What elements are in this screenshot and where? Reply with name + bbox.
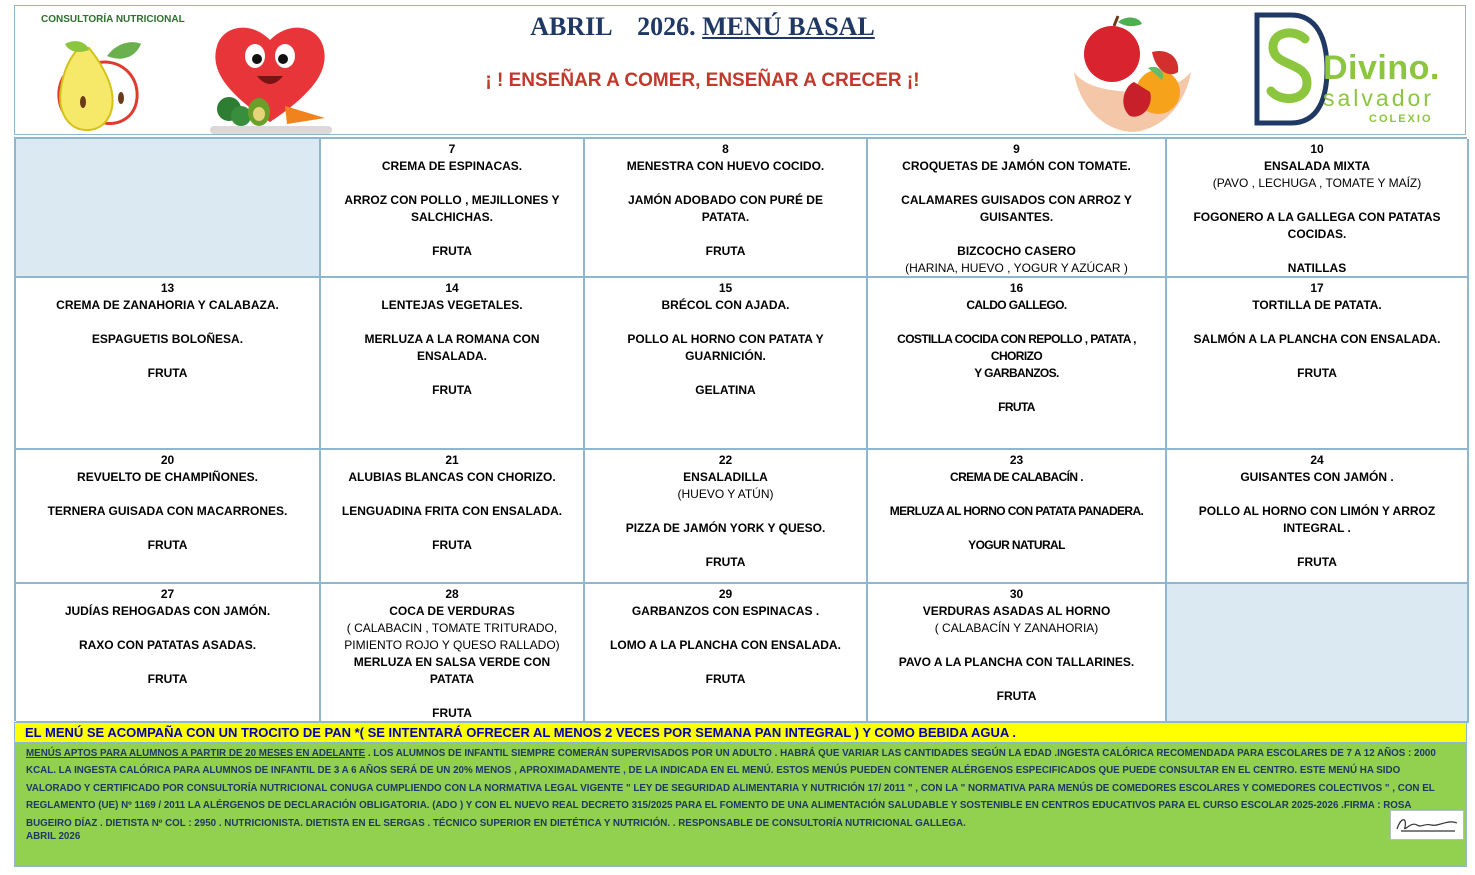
spacer [1175, 486, 1459, 503]
day-number: 17 [1310, 281, 1324, 295]
dish: FRUTA [147, 538, 188, 552]
dish: Y GARBANZOS. [974, 366, 1059, 380]
spacer [24, 520, 311, 537]
dish: GUISANTES CON JAMÓN . [1240, 470, 1394, 484]
dish: FRUTA [432, 706, 472, 720]
day-number: 15 [718, 281, 733, 295]
empty-day-cell [16, 139, 321, 278]
school-logo [1251, 11, 1473, 131]
spacer [1175, 243, 1459, 260]
dish: CROQUETAS DE JAMÓN CON TOMATE. [902, 159, 1131, 173]
fruit-hands-icon [1070, 12, 1195, 134]
dish: GUISANTES. [979, 210, 1054, 224]
spacer [593, 654, 858, 671]
dish: MENESTRA CON HUEVO COCIDO. [626, 159, 825, 173]
spacer [24, 620, 311, 637]
legal-age-note: MENÚS APTOS PARA ALUMNOS A PARTIR DE 20 MESES EN ADELANTE [26, 748, 366, 759]
dish: TORTILLA DE PATATA. [1252, 298, 1382, 312]
spacer [876, 671, 1157, 688]
spacer [876, 486, 1157, 503]
spacer [593, 620, 858, 637]
day-cell-7 [321, 139, 585, 278]
spacer [876, 226, 1157, 243]
dish: COCA DE VERDURAS [389, 604, 515, 618]
dish: MERLUZA A LA ROMANA CON [364, 332, 540, 346]
ingredients-note: (PAVO , LECHUGA , TOMATE Y MAÍZ) [1212, 176, 1422, 190]
dish: FRUTA [998, 400, 1035, 414]
dish: REVUELTO DE CHAMPIÑONES. [77, 470, 258, 484]
dish: FRUTA [1297, 555, 1337, 569]
legal-text: . LOS ALUMNOS DE INFANTIL SIEMPRE COMERÁN SUPERVISADOS POR UN ADULTO . HABRÁ QUE VARIAR LAS CANTIDADES SEGÚN LA EDAD .INGESTA CALÓRICA RECOMENDADA PARA ESCOLARES DE 7 A 12 AÑOS : 2000 KCAL. LA INGESTA CALÓRICA PARA ALUMNOS DE INFANTIL DE 3 A 6 AÑOS SERÁ DE UN 20% MENOS , APROXIMADAMENTE , DE LA INDICADA EN EL MENÚ. ESTOS MENÚS PUEDEN CONTENER ALÉRGENOS ESPECIFICADOS QUE PUEDE CONSULTAR EN EL CENTRO. ESTE MENÚ HA SIDO VALORADO Y CERTIFICADO POR CONSULTORÍA NUTRICIONAL CONUGA CUMPLIENDO CON LA NORMATIVA LEGAL VIGENTE " LEY DE SEGURIDAD ALIMENTARIA Y NUTRICIÓN 17/ 2011 " , CON LA " NORMATIVA PARA MENÚS DE COMEDORES ESCOLARES Y COMEDORES COLECTIVOS " , CON EL REGLAMENTO (UE) Nº 1169 / 2011 LA ALÉRGENOS DE DECLARACIÓN OBLIGATORIA. (ADO ) Y CON EL NUEVO REAL DECRETO 315/2025 PARA EL FOMENTO DE UNA ALIMENTACIÓN SALUDABLE Y SOSTENIBLE EN CENTROS EDUCATIVOS PARA EL CURSO ESCOLAR 2025-2026 .FIRMA : ROSA BUGEIRO DÍAZ . DIETISTA Nº COL : 2950 . NUTRICIONISTA. DIETISTA EN EL SERGAS . TÉCNICO SUPERIOR EN DIETÉTICA Y NUTRICIÓN. . RESPONSABLE DE CONSULTORÍA NUTRICIONAL GALLEGA. [26, 748, 1436, 829]
dish: RAXO CON PATATAS ASADAS. [78, 638, 257, 652]
spacer [329, 175, 575, 192]
dish: FRUTA [996, 689, 1037, 703]
legal-disclaimer [14, 743, 1467, 867]
consultancy-logo [37, 10, 185, 135]
dish: FRUTA [705, 555, 746, 569]
bread-water-note: EL MENÚ SE ACOMPAÑA CON UN TROCITO DE PAN *( SE INTENTARÁ OFRECER AL MENOS 2 VECES POR SEMANA PAN INTEGRAL ) Y COMO BEBIDA AGUA . [14, 722, 1467, 743]
dish: NATILLAS [1287, 261, 1347, 275]
dish: CREMA DE ESPINACAS. [381, 159, 523, 173]
day-number: 28 [445, 587, 459, 601]
slogan: ¡ ! ENSEÑAR A COMER, ENSEÑAR A CRECER ¡! [485, 70, 920, 91]
day-number: 10 [1310, 142, 1324, 156]
day-cell-29 [585, 584, 868, 723]
day-cell-10 [1167, 139, 1469, 278]
spacer [329, 314, 575, 331]
day-cell-16 [868, 278, 1167, 450]
day-number: 20 [160, 453, 175, 467]
day-number: 13 [160, 281, 175, 295]
school-s-icon [1251, 11, 1331, 129]
school-name: Divino. [1323, 49, 1440, 87]
dish: ESPAGUETIS BOLOÑESA. [91, 332, 244, 346]
ingredients-note: PIMIENTO ROJO Y QUESO RALLADO) [344, 638, 560, 652]
dish: BIZCOCHO CASERO [957, 244, 1076, 258]
day-cell-15 [585, 278, 868, 450]
dish: LENTEJAS VEGETALES. [381, 298, 523, 312]
spacer [593, 314, 858, 331]
dish: ALUBIAS BLANCAS CON CHORIZO. [348, 470, 556, 484]
spacer [24, 486, 311, 503]
dish: MERLUZA AL HORNO CON PATATA PANADERA. [889, 504, 1144, 518]
day-cell-8 [585, 139, 868, 278]
dish: GUARNICIÓN. [685, 349, 766, 363]
day-cell-20 [16, 450, 321, 584]
spacer [329, 365, 575, 382]
ingredients-note: ( CALABACÍN Y ZANAHORIA) [934, 621, 1099, 635]
dish: GELATINA [695, 383, 756, 397]
spacer [329, 486, 575, 503]
spacer [24, 348, 311, 365]
dish: FRUTA [705, 672, 746, 686]
dish: FRUTA [432, 244, 472, 258]
spacer [593, 503, 858, 520]
day-number: 9 [1013, 142, 1020, 156]
day-cell-22 [585, 450, 868, 584]
dish: JUDÍAS REHOGADAS CON JAMÓN. [64, 604, 271, 618]
day-cell-27 [16, 584, 321, 723]
day-cell-24 [1167, 450, 1469, 584]
spacer [593, 175, 858, 192]
school-name-second-line: salvador [1323, 85, 1434, 111]
day-number: 30 [1009, 587, 1024, 601]
day-number: 27 [160, 587, 175, 601]
menu-calendar-grid [14, 137, 1467, 721]
day-number: 8 [722, 142, 729, 156]
dish: POLLO AL HORNO CON LIMÓN Y ARROZ [1198, 504, 1436, 518]
heart-vegetables-icon [205, 14, 335, 136]
signature-icon [1390, 810, 1464, 840]
dish: VERDURAS ASADAS AL HORNO [922, 604, 1111, 618]
dish: PIZZA DE JAMÓN YORK Y QUESO. [625, 521, 826, 535]
spacer [1175, 314, 1459, 331]
day-cell-30 [868, 584, 1167, 723]
dish: CREMA DE ZANAHORIA Y CALABAZA. [56, 298, 279, 312]
day-cell-28 [321, 584, 585, 723]
ingredients-note: (HUEVO Y ATÚN) [677, 487, 774, 501]
day-cell-13 [16, 278, 321, 450]
day-number: 21 [445, 453, 459, 467]
dish: FRUTA [432, 383, 472, 397]
day-number: 24 [1310, 453, 1324, 467]
dish: PATATA [429, 672, 475, 686]
day-cell-17 [1167, 278, 1469, 450]
dish: ARROZ CON POLLO , MEJILLONES Y [344, 193, 560, 207]
day-number: 16 [1009, 281, 1024, 295]
ingredients-note: (HARINA, HUEVO , YOGUR Y AZÚCAR ) [905, 261, 1128, 275]
spacer [24, 314, 311, 331]
dish: ENSALADILLA [683, 470, 768, 484]
spacer [24, 654, 311, 671]
dish: COSTILLA COCIDA CON REPOLLO , PATATA , CHORIZO [897, 332, 1136, 363]
spacer [593, 537, 858, 554]
spacer [593, 226, 858, 243]
title-menu-type: MENÚ BASAL [702, 12, 875, 41]
day-cell-21 [321, 450, 585, 584]
dish: FOGONERO A LA GALLEGA CON PATATAS [1193, 210, 1441, 224]
dish: JAMÓN ADOBADO CON PURÉ DE [628, 193, 823, 207]
dish: CALAMARES GUISADOS CON ARROZ Y [901, 193, 1132, 207]
title-month-year: ABRIL 2026. [530, 12, 696, 41]
pear-apple-icon [37, 28, 167, 133]
day-cell-9 [868, 139, 1167, 278]
dish: ENSALADA MIXTA [1264, 159, 1370, 173]
dish: FRUTA [705, 244, 746, 258]
dish: MERLUZA EN SALSA VERDE CON [353, 655, 551, 669]
page-title [415, 12, 990, 42]
spacer [876, 382, 1157, 399]
dish: FRUTA [147, 366, 188, 380]
dish: CREMA DE CALABACÍN . [950, 470, 1083, 484]
day-cell-14 [321, 278, 585, 450]
spacer [1175, 537, 1459, 554]
legal-date: ABRIL 2026 [26, 831, 81, 842]
dish: PATATA. [701, 210, 750, 224]
day-number: 29 [718, 587, 733, 601]
spacer [876, 314, 1157, 331]
spacer [329, 520, 575, 537]
dish: TERNERA GUISADA CON MACARRONES. [47, 504, 288, 518]
dish: BRÉCOL CON AJADA. [661, 298, 790, 312]
ingredients-note: ( CALABACIN , TOMATE TRITURADO, [346, 621, 558, 635]
dish: LENGUADINA FRITA CON ENSALADA. [341, 504, 563, 518]
empty-day-cell [1167, 584, 1469, 723]
dish: LOMO A LA PLANCHA CON ENSALADA. [610, 638, 841, 652]
menu-header [14, 5, 1466, 135]
day-number: 23 [1009, 453, 1024, 467]
day-number: 22 [718, 453, 733, 467]
dish: PAVO A LA PLANCHA CON TALLARINES. [898, 655, 1135, 669]
spacer [876, 637, 1157, 654]
day-number: 14 [445, 281, 459, 295]
spacer [329, 226, 575, 243]
dish: SALMÓN A LA PLANCHA CON ENSALADA. [1193, 332, 1441, 346]
dish: POLLO AL HORNO CON PATATA Y [627, 332, 824, 346]
dish: INTEGRAL . [1283, 521, 1351, 535]
dish: CALDO GALLEGO. [966, 298, 1067, 312]
dish: SALCHICHAS. [410, 210, 493, 224]
school-type: COLEXIO [1369, 113, 1433, 125]
dish: COCIDAS. [1287, 227, 1347, 241]
dish: YOGUR NATURAL [968, 538, 1065, 552]
spacer [1175, 192, 1459, 209]
day-cell-23 [868, 450, 1167, 584]
spacer [876, 175, 1157, 192]
consultancy-logo-text: CONSULTORÍA NUTRICIONAL [41, 14, 185, 25]
dish: FRUTA [432, 538, 472, 552]
spacer [876, 520, 1157, 537]
dish: FRUTA [147, 672, 188, 686]
dish: ENSALADA. [416, 349, 487, 363]
spacer [593, 365, 858, 382]
spacer [329, 688, 575, 705]
spacer [1175, 348, 1459, 365]
day-number: 7 [448, 142, 456, 156]
dish: FRUTA [1297, 366, 1337, 380]
dish: GARBANZOS CON ESPINACAS . [631, 604, 820, 618]
